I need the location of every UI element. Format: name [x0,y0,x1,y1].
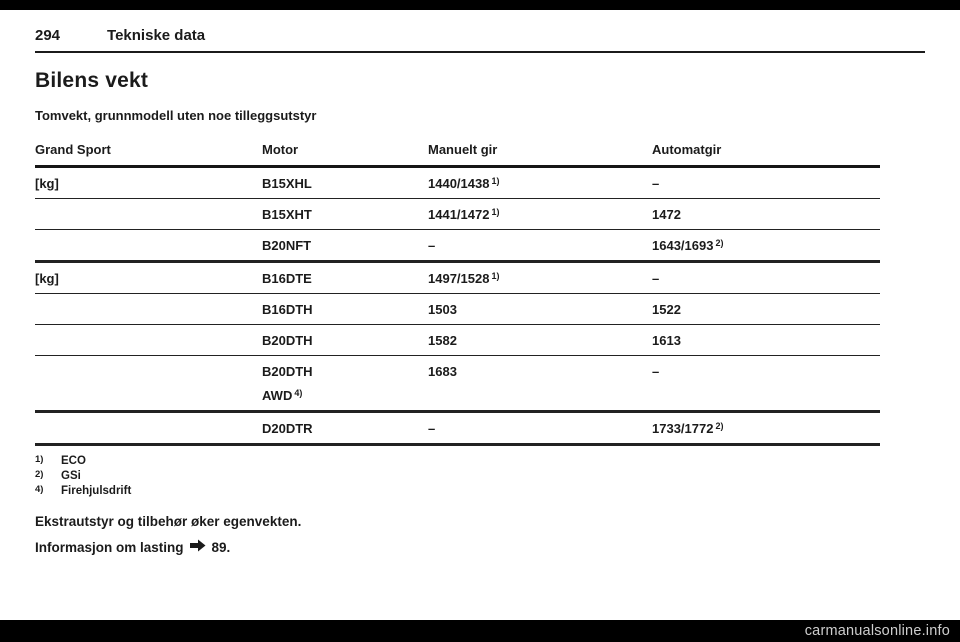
page-content [0,27,960,555]
footnote-ref: 2) [715,421,724,431]
motor-code: B20DTH [262,364,313,379]
motor-cell: B16DTH [262,302,313,317]
table-row [35,356,880,413]
automatic-gear-cell: 1613 [652,333,681,348]
page-title: Bilens vekt [35,69,149,92]
footnote-text: Firehjulsdrift [61,485,132,497]
table-header-row [35,136,880,168]
footnote-text: ECO [61,455,86,467]
table-row [35,199,880,230]
footnote-ref: 1) [491,207,500,217]
manual-gear-cell: 1582 [428,333,457,348]
footnote-text: GSi [61,470,81,482]
page-number: 294 [35,27,61,44]
motor-cell: B15XHL [262,176,312,191]
footnote [35,455,925,467]
footnote-marker: 4) [35,484,44,495]
footnote-ref: 1) [491,176,500,186]
header-cell-motor: Motor [262,142,299,157]
note-loading-text: Informasjon om lasting [35,539,184,555]
header-cell-model: Grand Sport [35,142,111,157]
motor-cell: B16DTE [262,271,312,286]
footnote-ref: 4) [294,388,303,398]
header-cell-manual: Manuelt gir [428,142,498,157]
footnote-marker: 1) [35,454,44,465]
table-row [35,325,880,356]
unit-cell: [kg] [35,271,59,286]
motor-code-line2: AWD $^{4)}$ [262,388,303,403]
page-reference: 89. [211,539,231,555]
automatic-gear-cell: – [652,364,660,379]
top-bar [0,0,960,10]
motor-cell: B15XHT [262,207,312,222]
page-subtitle: Tomvekt, grunnmodell uten noe tilleggsutstyr [35,108,317,123]
note-extra-equipment: Ekstrautstyr og tilbehør øker egenvekten. [35,514,302,529]
section-title: Tekniske data [107,27,206,44]
motor-cell: D20DTR [262,421,313,436]
footnote [35,470,925,482]
motor-cell: B20NFT [262,238,312,253]
footnote [35,485,925,497]
manual-gear-cell: 1683 [428,364,457,379]
manual-gear-cell: – [428,421,436,436]
watermark: carmanualsonline.info [804,623,950,639]
automatic-gear-cell: 1472 [652,207,681,222]
automatic-gear-cell: 1522 [652,302,681,317]
unit-cell: [kg] [35,176,59,191]
automatic-gear-cell: 1643/1693 $^{2)}$ [652,238,724,253]
footnote-marker: 2) [35,469,44,480]
table-row [35,168,880,199]
page-header [35,27,925,53]
manual-gear-cell: 1441/1472 $^{1)}$ [428,207,500,222]
footnote-ref: 1) [491,271,500,281]
manual-gear-cell: 1440/1438 $^{1)}$ [428,176,500,191]
header-cell-automatic: Automatgir [652,142,722,157]
manual-gear-cell: – [428,238,436,253]
manual-gear-cell: 1497/1528 $^{1)}$ [428,271,500,286]
motor-cell [262,364,428,403]
manual-gear-cell: 1503 [428,302,457,317]
note-loading-reference [35,539,925,555]
reference-arrow-icon [190,539,206,555]
motor-cell: B20DTH [262,333,313,348]
automatic-gear-cell: 1733/1772 $^{2)}$ [652,421,724,436]
table-row [35,294,880,325]
table-row [35,230,880,263]
weights-table [35,136,880,446]
footnote-ref: 2) [715,238,724,248]
automatic-gear-cell: – [652,271,660,286]
footnotes [35,455,925,497]
table-row [35,413,880,446]
automatic-gear-cell: – [652,176,660,191]
table-row [35,263,880,294]
bottom-bar [0,620,960,642]
